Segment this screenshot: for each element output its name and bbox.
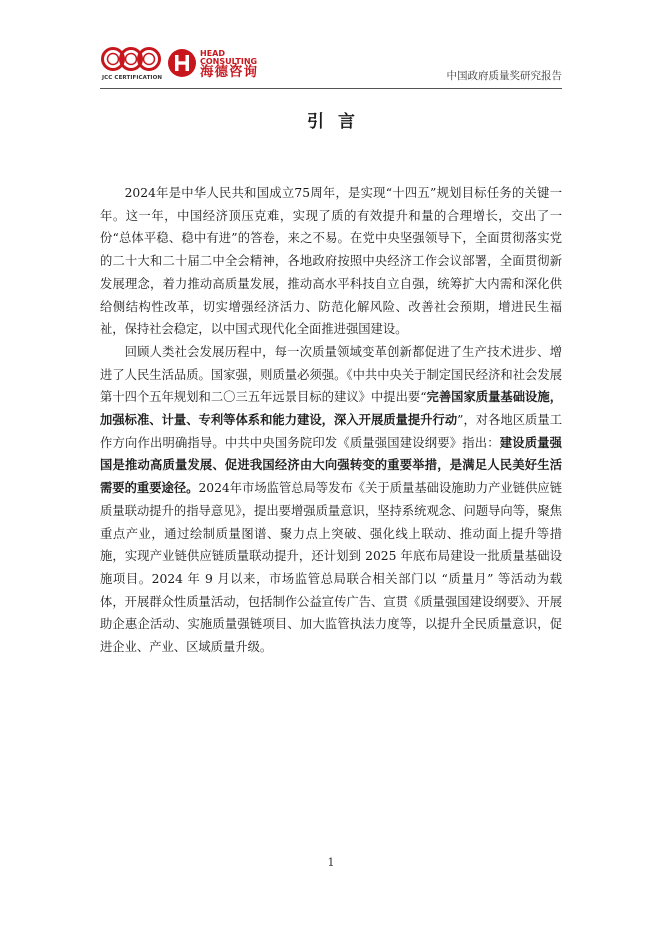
page-number: 1 (327, 856, 335, 869)
page-header (100, 44, 562, 88)
jcc-certification-logo (100, 46, 164, 84)
report-title: 中国政府质量奖研究报告 (446, 70, 562, 82)
text-run: 2024年市场监管总局等发布《关于质量基础设施助力产业链供应链质量联动提升的指导意见》，提出要增强质量意识，坚持系统观念、问题导向等，聚焦重点产业，通过绘制质量图谱、聚力点上突破、强化线上联动、推动面上提升等措施，实现产业链供应链质量联动提升，还计划到 2025 年底布局建设一批质量基础设施项目。2024 年 9 月以来，市场监管总局联合相关部门以 “质量月” 等活动为载体，开展群众性质量活动，包括制作公益宣传广告、宣贯《质量强国建设纲要》、开展助企惠企活动、实施质量强链项目、加大监管执法力度等，以提升全民质量意识，促进企业、产业、区域质量升级。 (100, 481, 562, 655)
head-logo-chinese: 海德咨询 (200, 64, 258, 80)
header-divider (100, 88, 562, 89)
paragraph (100, 341, 562, 659)
text-run: 2024年是中华人民共和国成立75周年，是实现“十四五”规划目标任务的关键一年。这一年，中国经济顶压克难，实现了质的有效提升和量的合理增长，交出了一份“总体平稳、稳中有进”的答卷，来之不易。在党中央坚强领导下，全面贯彻落实党的二十大和二十届二中全会精神，各地政府按照中央经济工作会议部署，全面贯彻新发展理念，着力推动高质量发展，推动高水平科技自立自强，统筹扩大内需和深化供给侧结构性改革，切实增强经济活力、防范化解风险、改善社会预期，增进民生福祉，保持社会稳定，以中国式现代化全面推进强国建设。 (100, 186, 562, 337)
jcc-logo-text: JCC CERTIFICATION (102, 75, 163, 81)
paragraph (100, 182, 562, 341)
head-consulting-logo (167, 46, 287, 84)
jcc-rings-icon (100, 46, 164, 74)
emphasized-text: 完善国家质量基础设施，加强标准、计量、专利等体系和能力建设，深入开展质量提升行动 (100, 389, 562, 428)
emphasized-text: 建设质量强国是推动高质量发展、促进我国经济由大向强转变的重要举措，是满足人民美好生活需要的重要途径。 (100, 434, 562, 496)
page-title: 引言 (307, 112, 369, 132)
text-run: 回顾人类社会发展历程中，每一次质量领域变革创新都促进了生产技术进步、增进了人民生活品质。国家强，则质量必须强。《中共中央关于制定国民经济和社会发展第十四个五年规划和二〇三五年远景目标的建议》中提出要“ (100, 344, 562, 405)
head-logo-line1: HEAD (200, 49, 225, 58)
head-consulting-mark-icon (167, 48, 197, 78)
body-text (100, 182, 562, 659)
text-run: ”，对各地区质量工作方向作出明确指导。中共中央国务院印发《质量强国建设纲要》指出： (100, 413, 562, 450)
head-logo-line2: CONSULTING (200, 57, 258, 66)
